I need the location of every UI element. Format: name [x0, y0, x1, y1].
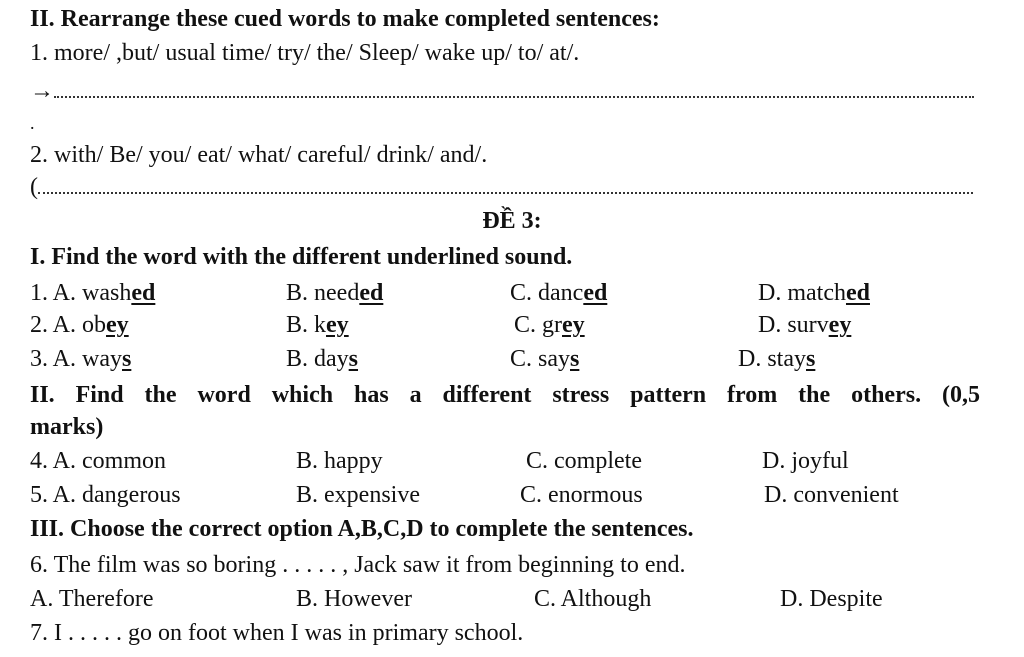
sound-row-2: [30, 310, 994, 340]
option-6b: B. However: [296, 586, 412, 612]
option-3d: D. stays: [738, 346, 816, 372]
option-5a: 5. A. dangerous: [30, 482, 181, 508]
option-6c: C. Although: [534, 586, 652, 612]
sound-heading: I. Find the word with the different underlined sound.: [30, 244, 573, 270]
option-1b: B. needed: [286, 280, 384, 306]
rearrange-question-1: 1. more/ ,but/ usual time/ try/ the/ Sleep/ wake up/ to/ at/.: [30, 40, 580, 66]
choose-heading: III. Choose the correct option A,B,C,D to complete the sentences.: [30, 516, 694, 542]
option-4d: D. joyful: [762, 448, 849, 474]
stress-row-4: [30, 446, 994, 476]
stress-row-5: [30, 480, 994, 510]
question-6-options: [30, 584, 994, 614]
option-4c: C. complete: [526, 448, 642, 474]
answer-line-prefix: (: [30, 174, 38, 200]
sound-row-1: [30, 278, 994, 308]
answer-line-2[interactable]: [30, 172, 980, 202]
dotted-answer-blank: [38, 172, 973, 202]
stress-heading-line-1: II. Find the word which has a different stress pattern from the others. (0,5: [30, 382, 980, 408]
test-title: ĐỀ 3:: [482, 208, 542, 234]
choose-question-7: 7. I . . . . . go on foot when I was in primary school.: [30, 620, 524, 646]
rearrange-heading: II. Rearrange these cued words to make completed sentences:: [30, 6, 660, 32]
option-6a: A. Therefore: [30, 586, 154, 612]
option-6d: D. Despite: [780, 586, 883, 612]
dotted-answer-blank: [54, 76, 974, 106]
option-5b: B. expensive: [296, 482, 420, 508]
option-2c: C. grey: [514, 312, 585, 338]
sound-row-3: [30, 344, 994, 374]
option-4b: B. happy: [296, 448, 383, 474]
option-1a: 1. A. washed: [30, 280, 156, 306]
option-4a: 4. A. common: [30, 448, 166, 474]
rearrange-question-2: 2. with/ Be/ you/ eat/ what/ careful/ drink/ and/.: [30, 142, 488, 168]
option-5d: D. convenient: [764, 482, 899, 508]
option-5c: C. enormous: [520, 482, 643, 508]
option-3a: 3. A. ways: [30, 346, 132, 372]
answer-line-1[interactable]: [30, 76, 980, 106]
option-3b: B. days: [286, 346, 359, 372]
stress-heading-line-2: marks): [30, 414, 104, 440]
option-2d: D. survey: [758, 312, 852, 338]
option-2b: B. key: [286, 312, 349, 338]
option-1c: C. danced: [510, 280, 608, 306]
option-3c: C. says: [510, 346, 580, 372]
choose-question-6: 6. The film was so boring . . . . . , Jack saw it from beginning to end.: [30, 552, 686, 578]
arrow-icon: →: [30, 78, 54, 104]
option-1d: D. matched: [758, 280, 870, 306]
stray-dot: .: [30, 113, 35, 133]
option-2a: 2. A. obey: [30, 312, 129, 338]
